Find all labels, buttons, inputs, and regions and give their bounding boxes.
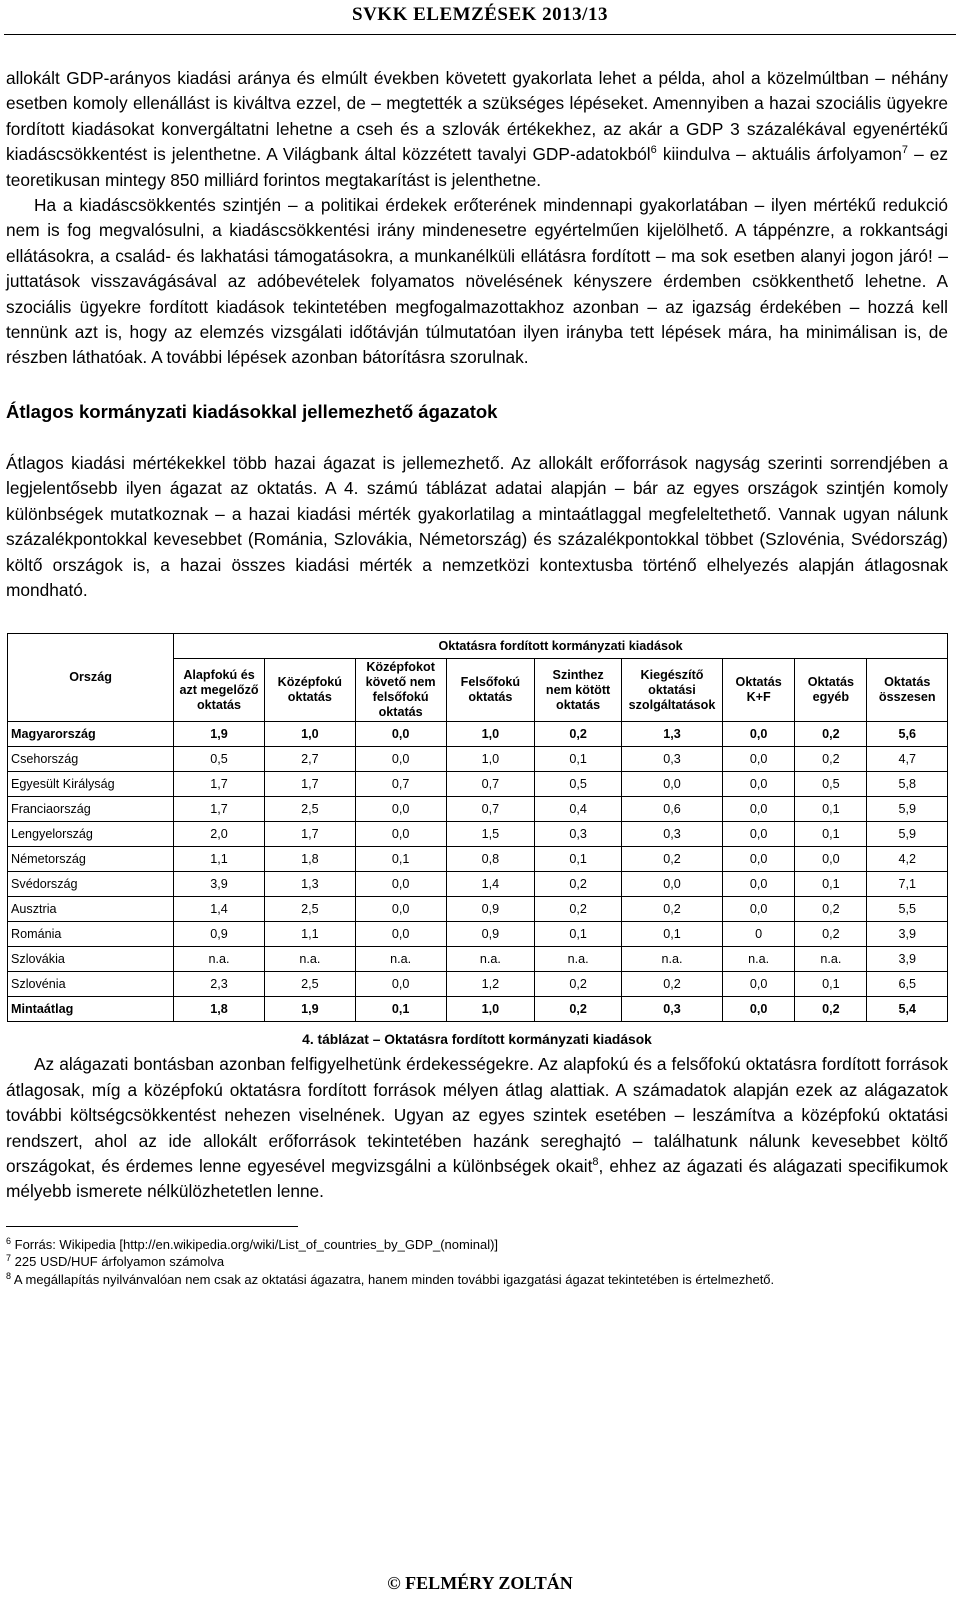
value-cell: 3,9 bbox=[867, 947, 948, 972]
country-cell: Egyesült Királyság bbox=[8, 772, 174, 797]
value-cell: 0,2 bbox=[795, 997, 867, 1022]
value-cell: 1,8 bbox=[174, 997, 265, 1022]
value-cell: 1,7 bbox=[264, 772, 355, 797]
value-cell: 0,0 bbox=[723, 797, 795, 822]
value-cell: 5,9 bbox=[867, 797, 948, 822]
value-cell: 0,2 bbox=[795, 897, 867, 922]
value-cell: 1,9 bbox=[174, 722, 265, 747]
country-column-header: Ország bbox=[8, 634, 174, 722]
value-cell: 2,5 bbox=[264, 797, 355, 822]
value-cell: 0,8 bbox=[446, 847, 535, 872]
table-row bbox=[8, 872, 948, 897]
value-cell: 0,0 bbox=[723, 772, 795, 797]
value-cell: 4,7 bbox=[867, 747, 948, 772]
value-cell: 0,2 bbox=[795, 922, 867, 947]
value-cell: 0,7 bbox=[446, 772, 535, 797]
value-cell: 0,2 bbox=[535, 722, 622, 747]
value-cell: 0,6 bbox=[621, 797, 722, 822]
paragraph-text: , ehhez az ágazati és alágazati specifikumok mélyebb ismerete nélkülözhetetlen lenne. bbox=[6, 1155, 949, 1202]
footnote-number: 6 bbox=[6, 1235, 12, 1246]
column-header: Kiegészítő oktatási szolgáltatások bbox=[621, 659, 722, 722]
value-cell: 1,4 bbox=[446, 872, 535, 897]
value-cell: 0,9 bbox=[446, 922, 535, 947]
value-cell: n.a. bbox=[723, 947, 795, 972]
paragraph-text: Az alágazati bontásban azonban felfigyelhetünk érdekességekre. Az alapfokú és a felsőfokú oktatásra fordított források átlagosak, míg a középfokú oktatásra fordított források mélyen átlag alattiak. A számadatok alapján ezek az alágazatok további költségcsökkentést nehezen viselnének. Ugyan az egyes szintek esetében – leszámítva a középfokú oktatási rendszert, ahol az ide allokált erőforrások tekintetében hazánk sereghajtó – találhatunk nálunk kevesebbet költő országokat, és érdemes lenne egyesével megvizsgálni a különbségek okait bbox=[6, 1054, 948, 1176]
column-header: Alapfokú és azt megelőző oktatás bbox=[174, 659, 265, 722]
table-body bbox=[8, 722, 948, 1022]
paragraph-text: kiindulva – aktuális árfolyamon bbox=[656, 144, 902, 165]
value-cell: 0,0 bbox=[723, 997, 795, 1022]
value-cell: 5,8 bbox=[867, 772, 948, 797]
value-cell: 0,2 bbox=[621, 972, 722, 997]
table-row bbox=[8, 847, 948, 872]
footnote-number: 7 bbox=[6, 1253, 12, 1264]
country-cell: Mintaátlag bbox=[8, 997, 174, 1022]
page-footer: © FELMÉRY ZOLTÁN bbox=[387, 1573, 573, 1593]
value-cell: 1,7 bbox=[174, 797, 265, 822]
footnote-text: Forrás: Wikipedia [http://en.wikipedia.org/wiki/List_of_countries_by_GDP_(nominal)] bbox=[14, 1236, 499, 1252]
paragraph-text: allokált GDP-arányos kiadási aránya és elmúlt években követett gyakorlata lehet a példa, ahol a közelmúltban – néhány esetben komoly ellenállást is kiváltva ezzel, de – megtették a szükséges lépéseket. Amennyiben a hazai szociális ügyekre fordított kiadásokat konvergáltatni lehetne a cseh és a szlovák értékekhez, az akár a GDP 3 százalékával egyenértékű kiadáscsökkentést is jelenthetne. A Világbank által közzétett tavalyi GDP-adatokból bbox=[6, 68, 948, 165]
value-cell: 0,0 bbox=[621, 872, 722, 897]
value-cell: 0,2 bbox=[535, 972, 622, 997]
table-caption: 4. táblázat – Oktatásra fordított kormányzati kiadások bbox=[302, 1032, 652, 1048]
value-cell: 1,3 bbox=[264, 872, 355, 897]
footnote-ref-7[interactable]: 7 bbox=[901, 144, 909, 157]
column-header: Felsőfokú oktatás bbox=[446, 659, 535, 722]
value-cell: 0,2 bbox=[535, 997, 622, 1022]
header-divider bbox=[4, 34, 956, 35]
value-cell: 0,3 bbox=[621, 822, 722, 847]
value-cell: 5,6 bbox=[867, 722, 948, 747]
section-heading: Átlagos kormányzati kiadásokkal jellemezhető ágazatok bbox=[6, 400, 498, 422]
value-cell: 0,0 bbox=[355, 797, 446, 822]
country-cell: Svédország bbox=[8, 872, 174, 897]
value-cell: 3,9 bbox=[174, 872, 265, 897]
paragraph-education-average: Átlagos kiadási mértékekkel több hazai ágazat is jellemezhető. Az allokált erőforrások nagyság szerinti sorrendjében a legjelentősebb ilyen ágazat az oktatás. A 4. számú táblázat adatai alapján – bár az egyes országok szintjén komoly különbségek mutatkoznak – a hazai kiadási mérték gyakorlatilag a mintaátlaggal megfeleltethető. Vannak ugyan nálunk százalékpontokkal kevesebbet (Románia, Szlovákia, Németország) és százalékpontokkal többet (Szlovénia, Svédország) költő országok is, a hazai összes kiadási mérték a nemzetközi kontextusba történő elhelyezés alapján átlagosnak mondható. bbox=[6, 452, 948, 600]
footnote-ref-8[interactable]: 8 bbox=[592, 1155, 599, 1168]
value-cell: 0,1 bbox=[795, 822, 867, 847]
table-row bbox=[8, 997, 948, 1022]
table-row bbox=[8, 972, 948, 997]
value-cell: 5,9 bbox=[867, 822, 948, 847]
country-cell: Szlovákia bbox=[8, 947, 174, 972]
country-cell: Magyarország bbox=[8, 722, 174, 747]
value-cell: 5,5 bbox=[867, 897, 948, 922]
page-content bbox=[6, 66, 948, 1288]
value-cell: 0,1 bbox=[621, 922, 722, 947]
table-row bbox=[8, 772, 948, 797]
value-cell: 0,1 bbox=[795, 797, 867, 822]
footnote bbox=[6, 1253, 948, 1271]
paragraph-text: – ez teoretikusan mintegy 850 milliárd forintos megtakarítást is jelenthetne. bbox=[6, 144, 949, 190]
paragraph-subsector bbox=[6, 1052, 948, 1204]
table-row bbox=[8, 947, 948, 972]
education-spending-table bbox=[7, 633, 948, 1022]
value-cell: 1,5 bbox=[446, 822, 535, 847]
value-cell: 1,7 bbox=[264, 822, 355, 847]
value-cell: n.a. bbox=[174, 947, 265, 972]
value-cell: 0,5 bbox=[174, 747, 265, 772]
country-cell: Lengyelország bbox=[8, 822, 174, 847]
value-cell: 0,7 bbox=[446, 797, 535, 822]
footnote-number: 8 bbox=[6, 1270, 12, 1281]
value-cell: 0,0 bbox=[355, 747, 446, 772]
value-cell: 0,2 bbox=[795, 747, 867, 772]
value-cell: 0,0 bbox=[723, 822, 795, 847]
column-header: Oktatás összesen bbox=[867, 659, 948, 722]
value-cell: 1,9 bbox=[264, 997, 355, 1022]
value-cell: n.a. bbox=[446, 947, 535, 972]
value-cell: 0,0 bbox=[355, 822, 446, 847]
footnote-divider bbox=[6, 1226, 298, 1227]
value-cell: 6,5 bbox=[867, 972, 948, 997]
value-cell: 0,1 bbox=[355, 997, 446, 1022]
country-cell: Románia bbox=[8, 922, 174, 947]
value-cell: 0,1 bbox=[795, 972, 867, 997]
footnote-ref-6[interactable]: 6 bbox=[650, 144, 657, 157]
value-cell: 1,1 bbox=[264, 922, 355, 947]
paragraph-gdp-savings bbox=[6, 66, 948, 193]
table-group-header: Oktatásra fordított kormányzati kiadások bbox=[174, 634, 948, 659]
value-cell: 2,3 bbox=[174, 972, 265, 997]
country-cell: Franciaország bbox=[8, 797, 174, 822]
value-cell: 0,3 bbox=[621, 747, 722, 772]
value-cell: 0,7 bbox=[355, 772, 446, 797]
table-row bbox=[8, 897, 948, 922]
running-header: SVKK ELEMZÉSEK 2013/13 bbox=[352, 4, 608, 25]
table-row bbox=[8, 922, 948, 947]
value-cell: 0,0 bbox=[355, 897, 446, 922]
value-cell: 1,0 bbox=[446, 722, 535, 747]
value-cell: 0,1 bbox=[535, 922, 622, 947]
table-row bbox=[8, 747, 948, 772]
value-cell: 2,0 bbox=[174, 822, 265, 847]
value-cell: 2,5 bbox=[264, 972, 355, 997]
value-cell: 0,0 bbox=[355, 972, 446, 997]
country-cell: Ausztria bbox=[8, 897, 174, 922]
value-cell: 0,0 bbox=[621, 772, 722, 797]
value-cell: 0,0 bbox=[355, 872, 446, 897]
value-cell: 0,0 bbox=[355, 922, 446, 947]
value-cell: 0,0 bbox=[795, 847, 867, 872]
paragraph-cost-reduction: Ha a kiadáscsökkentés szintjén – a politikai érdekek erőterének mindennapi gyakorlatában – ilyen mértékű redukció nem is fog megvalósulni, a kiadáscsökkentési irány mindenesetre egyértelműen kijelölhető. A táppénzre, a rokkantsági ellátásokra, a család- és lakhatási támogatásokra, a munkanélküli ellátásra fordított – ma sok esetben alanyi jogon járó! – juttatások visszavágásával az adóbevételek folyamatos növelésének kényszere érdemben csökkenthető lehetne. A szociális ügyekre fordított kiadások tekintetében megfogalmazottakhoz azonban – az igazság érdekében – hozzá kell tennünk azt is, hogy az elemzés vizsgálati időtávján túlmutatóan ilyen irányba tett lépések mára, ha minimálisan is, de részben láthatóak. A további lépések azonban bátorításra szorulnak. bbox=[6, 195, 948, 368]
value-cell: 0 bbox=[723, 922, 795, 947]
value-cell: n.a. bbox=[264, 947, 355, 972]
footnote bbox=[6, 1236, 948, 1254]
value-cell: 3,9 bbox=[867, 922, 948, 947]
value-cell: 0,1 bbox=[795, 872, 867, 897]
value-cell: 0,0 bbox=[723, 972, 795, 997]
column-header: Középfokot követő nem felsőfokú oktatás bbox=[355, 659, 446, 722]
value-cell: 0,2 bbox=[795, 722, 867, 747]
column-header: Oktatás K+F bbox=[723, 659, 795, 722]
column-header: Oktatás egyéb bbox=[795, 659, 867, 722]
value-cell: 0,2 bbox=[535, 897, 622, 922]
footnote-text: A megállapítás nyilvánvalóan nem csak az oktatási ágazatra, hanem minden további igazgatási ágazat tekintetében is értelmezhető. bbox=[13, 1271, 775, 1287]
value-cell: 1,8 bbox=[264, 847, 355, 872]
table-row bbox=[8, 797, 948, 822]
value-cell: 2,7 bbox=[264, 747, 355, 772]
value-cell: 0,1 bbox=[535, 847, 622, 872]
value-cell: 1,7 bbox=[174, 772, 265, 797]
value-cell: n.a. bbox=[795, 947, 867, 972]
value-cell: 0,0 bbox=[723, 722, 795, 747]
value-cell: 0,1 bbox=[355, 847, 446, 872]
table-row bbox=[8, 722, 948, 747]
value-cell: 0,9 bbox=[174, 922, 265, 947]
value-cell: 1,1 bbox=[174, 847, 265, 872]
value-cell: 0,3 bbox=[621, 997, 722, 1022]
value-cell: 0,0 bbox=[723, 872, 795, 897]
table-row bbox=[8, 822, 948, 847]
value-cell: 0,0 bbox=[723, 897, 795, 922]
value-cell: 5,4 bbox=[867, 997, 948, 1022]
value-cell: 2,5 bbox=[264, 897, 355, 922]
value-cell: 0,2 bbox=[621, 897, 722, 922]
value-cell: 1,0 bbox=[446, 747, 535, 772]
country-cell: Csehország bbox=[8, 747, 174, 772]
value-cell: 0,2 bbox=[621, 847, 722, 872]
value-cell: 0,5 bbox=[795, 772, 867, 797]
footnote bbox=[6, 1271, 948, 1289]
value-cell: 1,3 bbox=[621, 722, 722, 747]
value-cell: n.a. bbox=[355, 947, 446, 972]
value-cell: 1,0 bbox=[264, 722, 355, 747]
value-cell: 1,0 bbox=[446, 997, 535, 1022]
country-cell: Németország bbox=[8, 847, 174, 872]
value-cell: n.a. bbox=[535, 947, 622, 972]
value-cell: n.a. bbox=[621, 947, 722, 972]
value-cell: 0,2 bbox=[535, 872, 622, 897]
column-header: Középfokú oktatás bbox=[264, 659, 355, 722]
value-cell: 0,0 bbox=[355, 722, 446, 747]
value-cell: 0,9 bbox=[446, 897, 535, 922]
value-cell: 0,5 bbox=[535, 772, 622, 797]
value-cell: 0,3 bbox=[535, 822, 622, 847]
country-cell: Szlovénia bbox=[8, 972, 174, 997]
value-cell: 1,2 bbox=[446, 972, 535, 997]
value-cell: 0,0 bbox=[723, 747, 795, 772]
column-header: Szinthez nem kötött oktatás bbox=[535, 659, 622, 722]
value-cell: 1,4 bbox=[174, 897, 265, 922]
value-cell: 4,2 bbox=[867, 847, 948, 872]
footnote-text: 225 USD/HUF árfolyamon számolva bbox=[14, 1254, 225, 1270]
value-cell: 0,1 bbox=[535, 747, 622, 772]
value-cell: 0,0 bbox=[723, 847, 795, 872]
footnotes bbox=[6, 1236, 948, 1289]
value-cell: 7,1 bbox=[867, 872, 948, 897]
value-cell: 0,4 bbox=[535, 797, 622, 822]
